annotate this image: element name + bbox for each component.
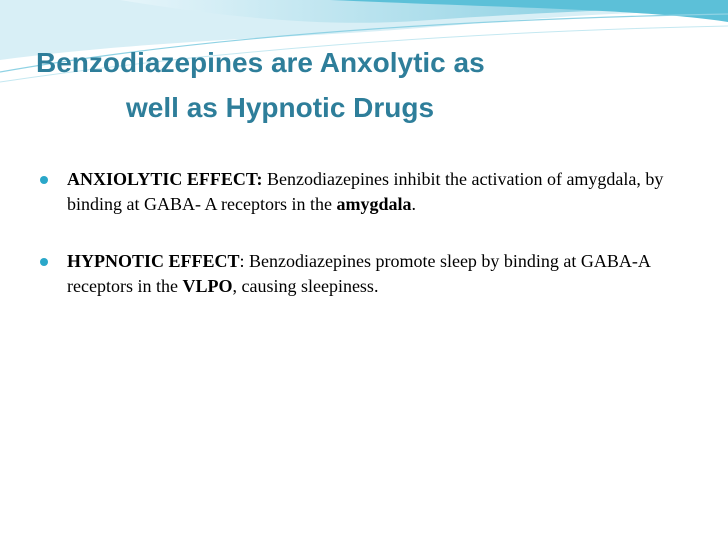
bullet-list	[40, 167, 690, 331]
bullet-emphasis: amygdala	[336, 194, 412, 214]
title-line-1: Benzodiazepines are Anxolytic as	[36, 47, 485, 78]
bullet-label: ANXIOLYTIC EFFECT:	[67, 169, 263, 189]
slide-title	[36, 40, 596, 130]
title-line-2: well as Hypnotic Drugs	[126, 92, 435, 123]
bullet-label: HYPNOTIC EFFECT	[67, 251, 240, 271]
bullet-dot-icon	[40, 176, 48, 184]
bullet-tail: .	[411, 194, 416, 214]
bullet-tail: , causing sleepiness.	[232, 276, 379, 296]
bullet-anxiolytic-effect	[40, 167, 690, 217]
bullet-emphasis: VLPO	[182, 276, 233, 296]
bullet-text: : Benzodiazepines promote sleep by binding at GABA-A receptors in the	[67, 251, 650, 296]
bullet-text: Benzodiazepines inhibit the activation of amygdala, by binding at GABA- A receptors in the	[67, 169, 664, 214]
bullet-dot-icon	[40, 258, 48, 266]
bullet-hypnotic-effect	[40, 249, 690, 299]
